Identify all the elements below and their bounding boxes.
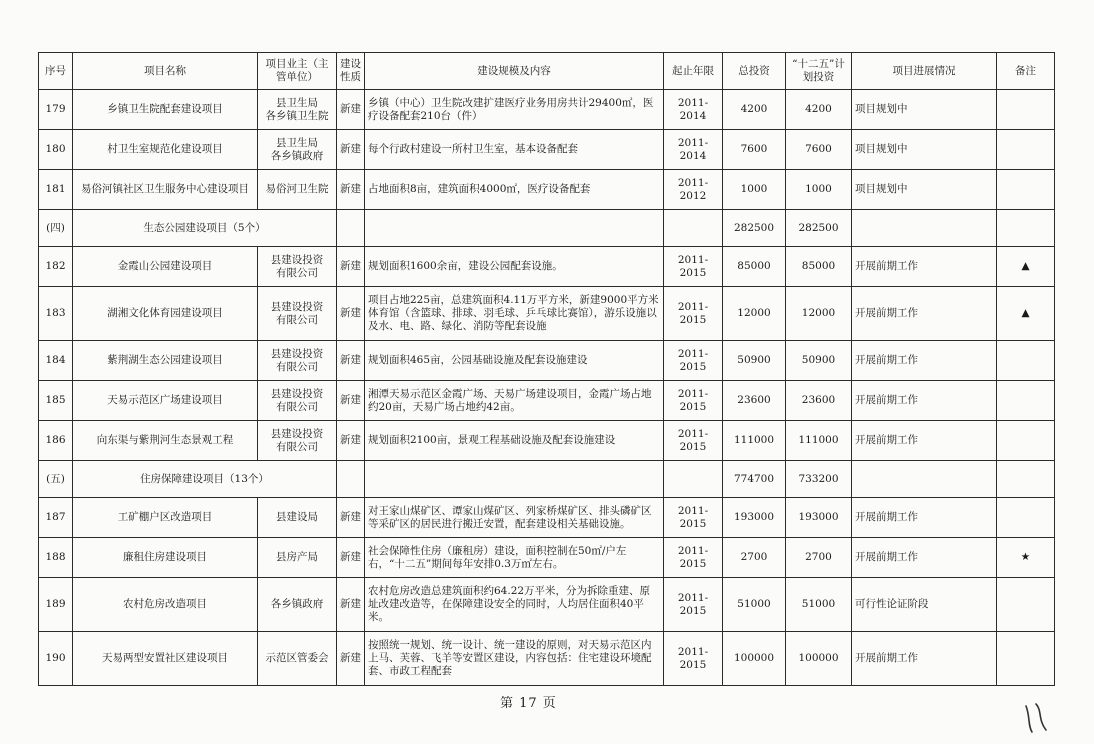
cell-note: ★ — [997, 538, 1055, 578]
section-plan: 733200 — [786, 461, 852, 498]
header-row — [39, 53, 1055, 90]
cell-note — [997, 421, 1055, 461]
cell-period: 2011-2012 — [664, 170, 723, 210]
cell-plan: 2700 — [786, 538, 852, 578]
cell-note — [997, 90, 1055, 130]
cell-scope: 项目占地225亩，总建筑面积4.11万平方米，新建9000平方米体育馆（含篮球、排球、羽毛球、乒乓球比赛馆），游乐设施以及水、电、路、绿化、消防等配套设施 — [365, 287, 664, 341]
cell-seq: 186 — [39, 421, 73, 461]
cell-progress: 开展前期工作 — [852, 632, 997, 686]
cell-period: 2011-2015 — [664, 381, 723, 421]
table-row — [39, 170, 1055, 210]
cell-scope: 乡镇（中心）卫生院改建扩建医疗业务用房共计29400㎡，医疗设备配套210台（件） — [365, 90, 664, 130]
cell-total: 85000 — [723, 247, 786, 287]
page-number: 第 17 页 — [500, 696, 557, 711]
cell-seq: 184 — [39, 341, 73, 381]
cell-total: 111000 — [723, 421, 786, 461]
cell-name: 工矿棚户区改造项目 — [73, 498, 258, 538]
cell-nature: 新建 — [337, 247, 365, 287]
cell-note — [997, 130, 1055, 170]
cell-total: 51000 — [723, 578, 786, 632]
cell-period: 2011-2015 — [664, 341, 723, 381]
table-row — [39, 381, 1055, 421]
table-row — [39, 247, 1055, 287]
cell-scope: 按照统一规划、统一设计、统一建设的原则，对天易示范区内上马、芙蓉、飞羊等安置区建设，内容包括：住宅建设环境配套、市政工程配套 — [365, 632, 664, 686]
cell-progress: 开展前期工作 — [852, 421, 997, 461]
cell-progress: 开展前期工作 — [852, 341, 997, 381]
cell-total: 4200 — [723, 90, 786, 130]
cell-total: 12000 — [723, 287, 786, 341]
table-row — [39, 421, 1055, 461]
cell-nature: 新建 — [337, 632, 365, 686]
empty-cell — [664, 461, 723, 498]
cell-period: 2011-2015 — [664, 247, 723, 287]
cell-note — [997, 498, 1055, 538]
cell-period: 2011-2015 — [664, 498, 723, 538]
cell-total: 7600 — [723, 130, 786, 170]
cell-plan: 50900 — [786, 341, 852, 381]
cell-plan: 12000 — [786, 287, 852, 341]
header-scope: 建设规模及内容 — [365, 53, 664, 90]
empty-cell — [997, 461, 1055, 498]
cell-nature: 新建 — [337, 578, 365, 632]
cell-scope: 规划面积2100亩，景观工程基础设施及配套设施建设 — [365, 421, 664, 461]
cell-name: 天易示范区广场建设项目 — [73, 381, 258, 421]
cell-nature: 新建 — [337, 381, 365, 421]
cell-seq: 182 — [39, 247, 73, 287]
cell-period: 2011-2014 — [664, 90, 723, 130]
cell-scope: 农村危房改造总建筑面积约64.22万平米，分为拆除重建、原址改建改造等，在保障建设安全的同时，人均居住面积40平米。 — [365, 578, 664, 632]
table-row — [39, 341, 1055, 381]
cell-name: 乡镇卫生院配套建设项目 — [73, 90, 258, 130]
cell-name: 向东渠与紫荆河生态景观工程 — [73, 421, 258, 461]
empty-cell — [852, 461, 997, 498]
cell-plan: 7600 — [786, 130, 852, 170]
empty-cell — [852, 210, 997, 247]
table-row — [39, 632, 1055, 686]
cell-nature: 新建 — [337, 90, 365, 130]
cell-plan: 100000 — [786, 632, 852, 686]
cell-nature: 新建 — [337, 341, 365, 381]
section-title: 住房保障建设项目（13个） — [73, 461, 337, 498]
cell-plan: 85000 — [786, 247, 852, 287]
section-seq: (五) — [39, 461, 73, 498]
cell-note — [997, 381, 1055, 421]
header-seq: 序号 — [39, 53, 73, 90]
section-plan: 282500 — [786, 210, 852, 247]
cell-plan: 4200 — [786, 90, 852, 130]
header-owner: 项目业主（主管单位） — [258, 53, 337, 90]
cell-note — [997, 632, 1055, 686]
cell-nature: 新建 — [337, 170, 365, 210]
cell-period: 2011-2015 — [664, 538, 723, 578]
cell-nature: 新建 — [337, 498, 365, 538]
table-row — [39, 578, 1055, 632]
cell-scope: 规划面积465亩，公园基础设施及配套设施建设 — [365, 341, 664, 381]
cell-scope: 湘潭天易示范区金霞广场、天易广场建设项目，金霞广场占地约20亩，天易广场占地约42亩。 — [365, 381, 664, 421]
cell-owner: 县建设投资 有限公司 — [258, 381, 337, 421]
cell-nature: 新建 — [337, 538, 365, 578]
cell-progress: 项目规划中 — [852, 130, 997, 170]
empty-cell — [365, 461, 664, 498]
section-total: 282500 — [723, 210, 786, 247]
cell-owner: 县建设投资 有限公司 — [258, 421, 337, 461]
cell-total: 1000 — [723, 170, 786, 210]
cell-progress: 可行性论证阶段 — [852, 578, 997, 632]
cell-name: 金霞山公园建设项目 — [73, 247, 258, 287]
empty-cell — [997, 210, 1055, 247]
cell-progress: 项目规划中 — [852, 90, 997, 130]
cell-plan: 193000 — [786, 498, 852, 538]
cell-scope: 规划面积1600余亩，建设公园配套设施。 — [365, 247, 664, 287]
header-progress: 项目进展情况 — [852, 53, 997, 90]
cell-progress: 开展前期工作 — [852, 287, 997, 341]
cell-seq: 185 — [39, 381, 73, 421]
empty-cell — [664, 210, 723, 247]
cell-scope: 每个行政村建设一所村卫生室，基本设备配套 — [365, 130, 664, 170]
cell-owner: 县建设局 — [258, 498, 337, 538]
cell-owner: 县房产局 — [258, 538, 337, 578]
cell-name: 廉租住房建设项目 — [73, 538, 258, 578]
cell-seq: 183 — [39, 287, 73, 341]
cell-total: 50900 — [723, 341, 786, 381]
table-row — [39, 498, 1055, 538]
header-nature: 建设性质 — [337, 53, 365, 90]
cell-name: 易俗河镇社区卫生服务中心建设项目 — [73, 170, 258, 210]
cell-progress: 开展前期工作 — [852, 381, 997, 421]
cell-progress: 开展前期工作 — [852, 498, 997, 538]
empty-cell — [365, 210, 664, 247]
cell-progress: 开展前期工作 — [852, 247, 997, 287]
cell-note — [997, 170, 1055, 210]
header-name: 项目名称 — [73, 53, 258, 90]
cell-name: 湖湘文化体育园建设项目 — [73, 287, 258, 341]
cell-plan: 23600 — [786, 381, 852, 421]
cell-note: ▲ — [997, 247, 1055, 287]
cell-owner: 各乡镇政府 — [258, 578, 337, 632]
cell-period: 2011-2015 — [664, 578, 723, 632]
section-row — [39, 210, 1055, 247]
empty-cell — [337, 210, 365, 247]
cell-nature: 新建 — [337, 130, 365, 170]
cell-name: 村卫生室规范化建设项目 — [73, 130, 258, 170]
cell-seq: 188 — [39, 538, 73, 578]
header-note: 备注 — [997, 53, 1055, 90]
cell-note — [997, 578, 1055, 632]
cell-scope: 占地面积8亩，建筑面积4000㎡，医疗设备配套 — [365, 170, 664, 210]
cell-nature: 新建 — [337, 287, 365, 341]
cell-seq: 190 — [39, 632, 73, 686]
project-table — [38, 52, 1055, 686]
empty-cell — [337, 461, 365, 498]
section-row — [39, 461, 1055, 498]
header-period: 起止年限 — [664, 53, 723, 90]
section-seq: (四) — [39, 210, 73, 247]
cell-owner: 县建设投资 有限公司 — [258, 341, 337, 381]
header-plan: “十二五”计划投资 — [786, 53, 852, 90]
cell-total: 2700 — [723, 538, 786, 578]
cell-plan: 111000 — [786, 421, 852, 461]
cell-progress: 开展前期工作 — [852, 538, 997, 578]
cell-period: 2011-2015 — [664, 421, 723, 461]
table-row — [39, 287, 1055, 341]
section-title: 生态公园建设项目（5个） — [73, 210, 337, 247]
cell-seq: 187 — [39, 498, 73, 538]
handwritten-mark-icon — [1018, 696, 1058, 736]
table-row — [39, 130, 1055, 170]
section-total: 774700 — [723, 461, 786, 498]
cell-owner: 示范区管委会 — [258, 632, 337, 686]
cell-name: 紫荆湖生态公园建设项目 — [73, 341, 258, 381]
cell-seq: 180 — [39, 130, 73, 170]
table-row — [39, 90, 1055, 130]
cell-total: 23600 — [723, 381, 786, 421]
cell-total: 193000 — [723, 498, 786, 538]
header-total: 总投资 — [723, 53, 786, 90]
cell-owner: 县卫生局 各乡镇政府 — [258, 130, 337, 170]
cell-seq: 189 — [39, 578, 73, 632]
cell-seq: 179 — [39, 90, 73, 130]
cell-scope: 社会保障性住房（廉租房）建设，面积控制在50㎡/户左右，“十二五”期间每年安排0.3万㎡左右。 — [365, 538, 664, 578]
cell-name: 农村危房改造项目 — [73, 578, 258, 632]
cell-owner: 县建设投资 有限公司 — [258, 287, 337, 341]
cell-plan: 1000 — [786, 170, 852, 210]
cell-owner: 县建设投资 有限公司 — [258, 247, 337, 287]
cell-note — [997, 341, 1055, 381]
cell-plan: 51000 — [786, 578, 852, 632]
cell-period: 2011-2014 — [664, 130, 723, 170]
cell-progress: 项目规划中 — [852, 170, 997, 210]
cell-period: 2011-2015 — [664, 287, 723, 341]
cell-name: 天易两型安置社区建设项目 — [73, 632, 258, 686]
cell-seq: 181 — [39, 170, 73, 210]
cell-scope: 对王家山煤矿区、谭家山煤矿区、列家桥煤矿区、排头磷矿区等采矿区的居民进行搬迁安置，配套建设相关基础设施。 — [365, 498, 664, 538]
cell-total: 100000 — [723, 632, 786, 686]
cell-owner: 县卫生局 各乡镇卫生院 — [258, 90, 337, 130]
cell-note: ▲ — [997, 287, 1055, 341]
cell-owner: 易俗河卫生院 — [258, 170, 337, 210]
cell-period: 2011-2015 — [664, 632, 723, 686]
cell-nature: 新建 — [337, 421, 365, 461]
table-row — [39, 538, 1055, 578]
